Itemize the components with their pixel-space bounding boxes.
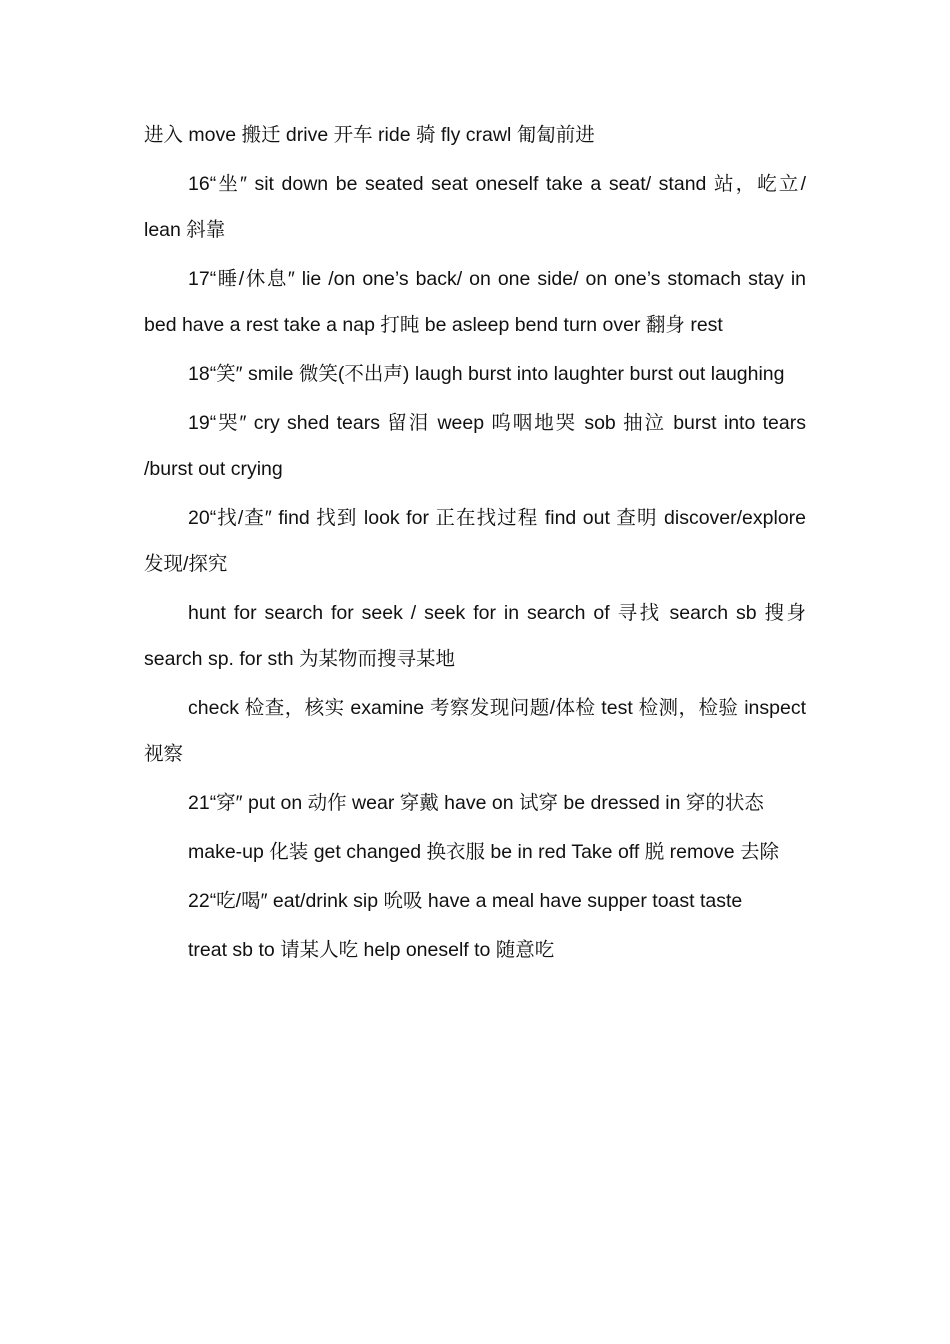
paragraph-21-wear: 21“穿″ put on 动作 wear 穿戴 have on 试穿 be dressed in 穿的状态 xyxy=(188,792,764,814)
paragraph-19-cry: 19“哭″ cry shed tears 留泪 weep 呜咽地哭 sob 抽泣 burst into tears /burst out crying xyxy=(144,412,806,480)
paragraph-20-examine: check 检查，核实 examine 考察发现问题/体检 test 检测，检验 inspect 视察 xyxy=(144,697,806,765)
document-body xyxy=(144,112,806,976)
paragraph-22-treat: treat sb to 请某人吃 help oneself to 随意吃 xyxy=(188,939,555,961)
paragraph-intro-movement: 进入 move 搬迁 drive 开车 ride 骑 fly crawl 匍匐前进 xyxy=(144,124,595,146)
paragraph-20-search: hunt for search for seek / seek for in search of 寻找 search sb 搜身 search sp. for sth 为某物而搜寻某地 xyxy=(144,602,806,670)
paragraph-18-laugh: 18“笑″ smile 微笑(不出声) laugh burst into laughter burst out laughing xyxy=(188,363,785,385)
paragraph-22-eat-drink: 22“吃/喝″ eat/drink sip 吮吸 have a meal have supper toast taste xyxy=(188,890,743,912)
paragraph-17-sleep-rest: 17“睡/休息″ lie /on one’s back/ on one side/ on one’s stomach stay in bed have a rest take a nap 打盹 be asleep bend turn over 翻身 rest xyxy=(144,268,806,336)
paragraph-16-sit: 16“坐″ sit down be seated seat oneself take a seat/ stand 站，屹立/ lean 斜靠 xyxy=(144,173,806,241)
paragraph-21-change: make-up 化装 get changed 换衣服 be in red Take off 脱 remove 去除 xyxy=(188,841,780,863)
paragraph-20-find-check: 20“找/查″ find 找到 look for 正在找过程 find out 查明 discover/explore 发现/探究 xyxy=(144,507,806,575)
